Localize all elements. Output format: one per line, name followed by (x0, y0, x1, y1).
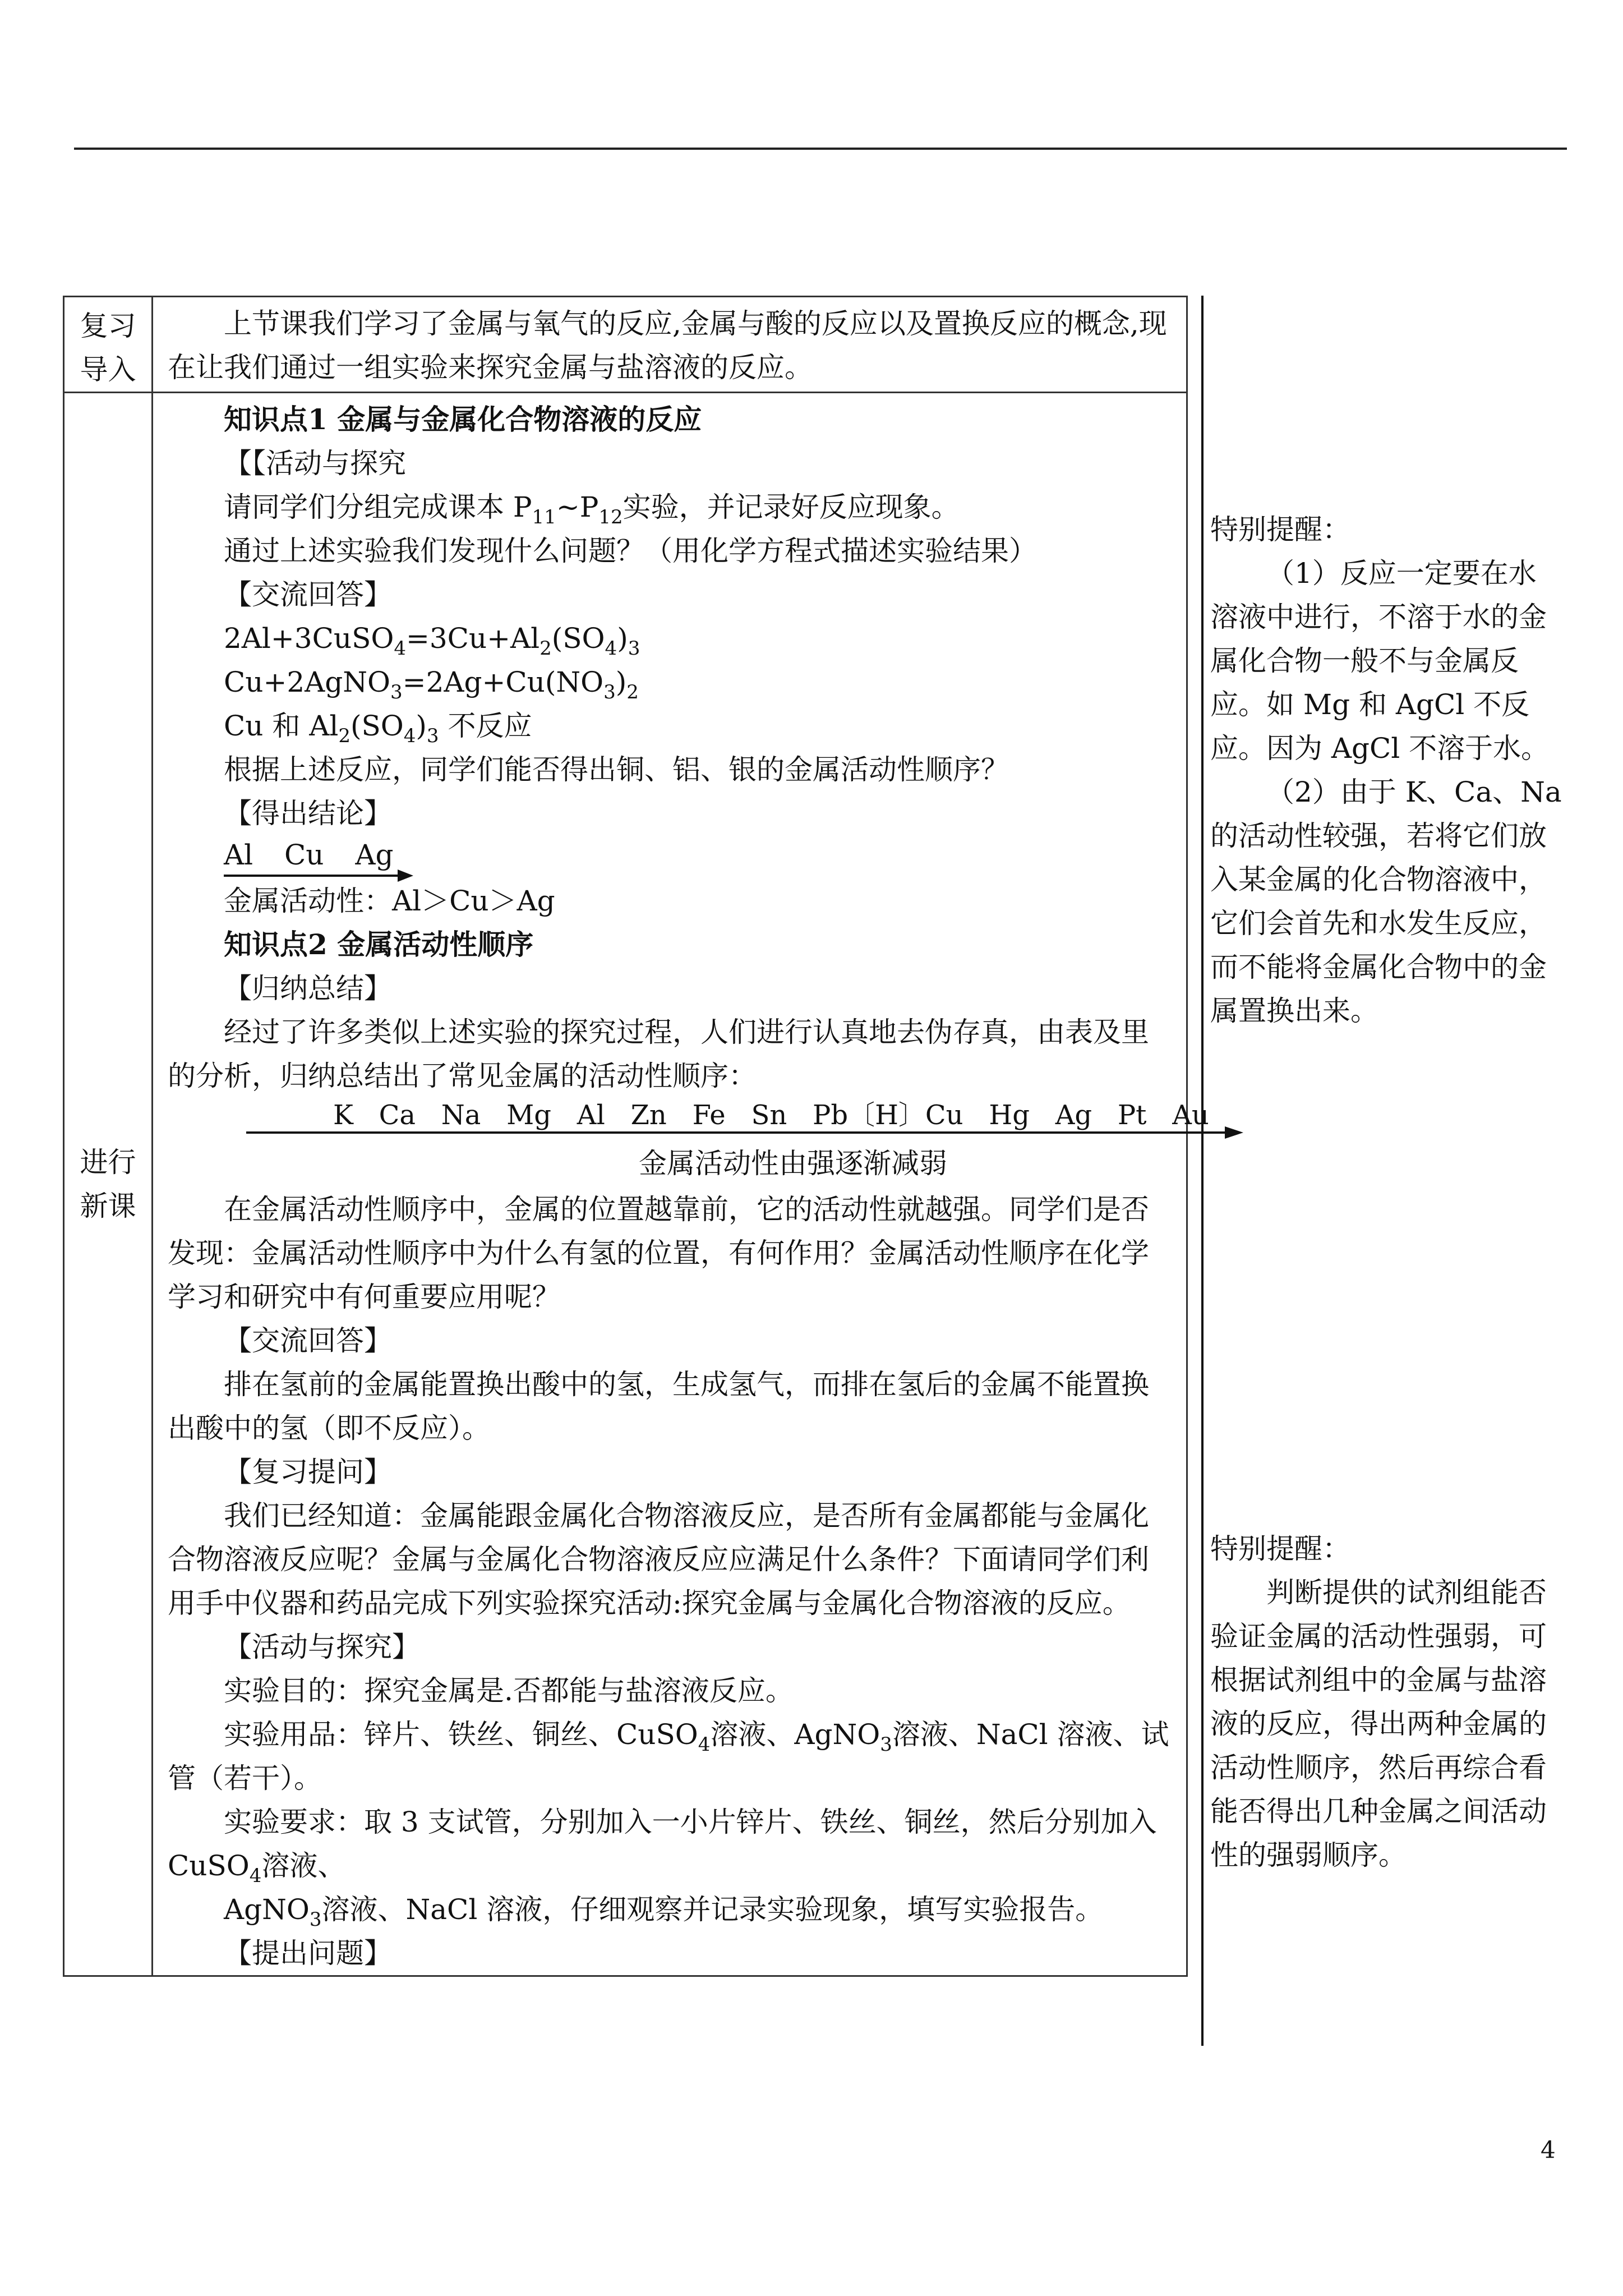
activity1-text: 请同学们分组完成课本 $P_{11}\sim P_{12}$实验，并记录好反应现象。 (224, 491, 960, 528)
mini-series-label: Al Cu Ag (224, 839, 394, 871)
exchange2-text: 排在氢前的金属能置换出酸中的氢，生成氢气，而排在氢后的金属不能置换出酸中的氢（即不反应）。 (168, 1368, 1149, 1444)
equation-3: Cu 和 $Al_2(SO_4)_3$ 不反应 (224, 710, 532, 747)
activity2-tag: 【活动与探究】 (224, 1631, 420, 1663)
review-text: 上节课我们学习了金属与氧气的反应,金属与酸的反应以及置换反应的概念,现在让我们通过一组实验来探究金属与盐溶液的反应。 (168, 307, 1167, 384)
review-question-tag: 【复习提问】 (224, 1456, 392, 1488)
experiment-requirement-2: AgNO$_3$溶液、NaCl 溶液，仔细观察并记录实验现象，填写实验报告。 (224, 1893, 1104, 1931)
activity-series-metals: K Ca Na Mg Al Zn Fe Sn Pb〔H〕Cu Hg Ag Pt Au (333, 1099, 1209, 1131)
review-label (64, 297, 153, 393)
summary-text: 经过了许多类似上述实验的探究过程，人们进行认真地去伪存真，由表及里的分析，归纳总结出了常见金属的活动性顺序： (168, 1016, 1149, 1092)
margin-rule (1201, 296, 1204, 2046)
side-note-2-title: 特别提醒： (1210, 1533, 1350, 1565)
new-lesson-content (153, 393, 1209, 1976)
question1: 通过上述实验我们发现什么问题？（用化学方程式描述实验结果） (224, 535, 1037, 567)
side-note-2-para-1: 判断提供的试剂组能否验证金属的活动性强弱，可根据试剂组中的金属与盐溶液的反应，得出两种金属的活动性顺序，然后再综合看能否得出几种金属之间活动性的强弱顺序。 (1210, 1576, 1547, 1871)
lesson-table (63, 296, 1209, 1977)
kp1-title: 知识点1 金属与金属化合物溶液的反应 (224, 403, 702, 436)
header-rule (74, 148, 1567, 150)
new-lesson-label-text: 进行新课 (80, 1146, 136, 1222)
side-note-1 (1210, 508, 1564, 1033)
activity-series (168, 1098, 1209, 1188)
review-label-text: 复习导入 (80, 310, 136, 386)
activity-result: 金属活动性：Al＞Cu＞Ag (224, 885, 555, 917)
discussion: 在金属活动性顺序中，金属的位置越靠前，它的活动性就越强。同学们是否发现：金属活动性顺序中为什么有氢的位置，有何作用？金属活动性顺序在化学学习和研究中有何重要应用呢？ (168, 1193, 1149, 1313)
experiment-materials: 实验用品：锌片、铁丝、铜丝、CuSO$_4$溶液、AgNO$_3$溶液、NaCl 溶液、试管（若干）。 (168, 1718, 1169, 1795)
experiment-purpose: 实验目的：探究金属是.否都能与盐溶液反应。 (224, 1674, 794, 1707)
review-question-text: 我们已经知道：金属能跟金属化合物溶液反应，是否所有金属都能与金属化合物溶液反应呢？金属与金属化合物溶液反应应满足什么条件？下面请同学们利用手中仪器和药品完成下列实验探究活动:探究金属与金属化合物溶液的反应。 (168, 1499, 1149, 1619)
side-note-1-para-2: （2）由于 K、Ca、Na 的活动性较强，若将它们放入某金属的化合物溶液中，它们会首先和水发生反应，而不能将金属化合物中的金属置换出来。 (1210, 776, 1562, 1027)
experiment-requirement: 实验要求：取 3 支试管，分别加入一小片锌片、铁丝、铜丝，然后分别加入 CuSO$_4$溶液、 (168, 1806, 1157, 1887)
exchange1-tag: 【交流回答】 (224, 578, 392, 611)
side-note-1-para-1: （1）反应一定要在水溶液中进行，不溶于水的金属化合物一般不与金属反应。如 Mg 和 AgCl 不反应。因为 AgCl 不溶于水。 (1210, 557, 1550, 765)
activity1-tag: 【【活动与探究 (224, 447, 406, 480)
activity-series-caption: 金属活动性由强逐渐减弱 (639, 1147, 947, 1180)
question2: 根据上述反应，同学们能否得出铜、铝、银的金属活动性顺序？ (224, 753, 1009, 786)
series-arrow-icon (246, 1125, 1244, 1142)
summary-tag: 【归纳总结】 (224, 972, 392, 1005)
side-note-2 (1210, 1527, 1564, 1877)
page-number: 4 (1541, 2136, 1556, 2164)
kp2-title: 知识点2 金属活动性顺序 (224, 928, 534, 961)
equation-2: $Cu+2AgNO_3=2Ag+Cu(NO_3)_2$ (224, 666, 639, 703)
exchange2-tag: 【交流回答】 (224, 1324, 392, 1357)
new-lesson-label (64, 393, 153, 1976)
equation-1: $2Al+3CuSO_4=3Cu+Al_2(SO_4)_3$ (224, 622, 640, 660)
conclusion-tag: 【得出结论】 (224, 797, 392, 830)
side-note-1-title: 特别提醒： (1210, 513, 1350, 546)
question-tag: 【提出问题】 (224, 1937, 392, 1970)
activity-mini-arrow (168, 835, 1174, 879)
mini-arrow-icon (224, 868, 414, 885)
review-content (153, 297, 1187, 393)
